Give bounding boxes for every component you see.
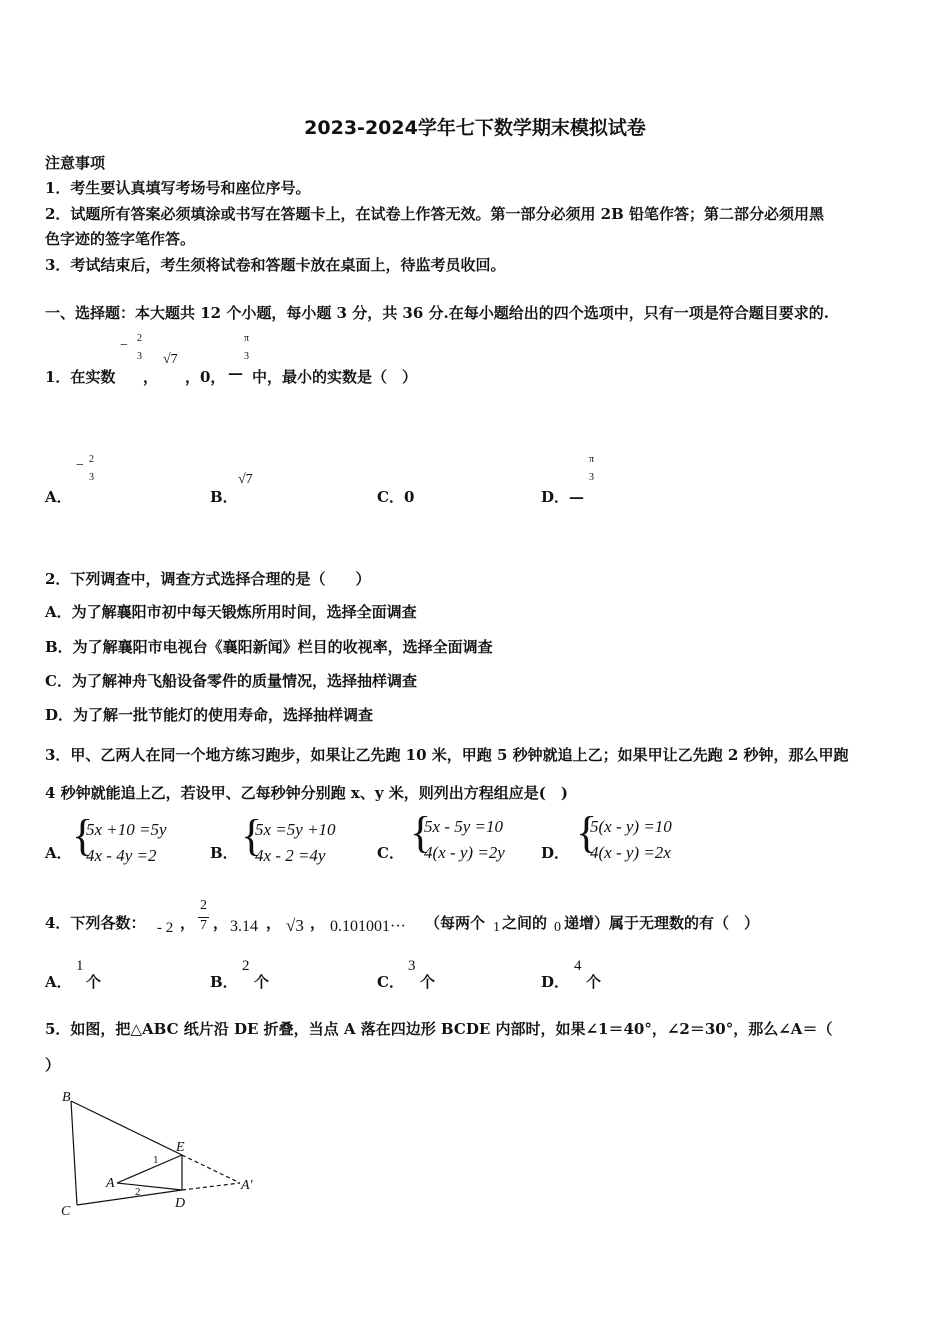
option-d: D．为了解一批节能灯的使用寿命，选择抽样调查 [45, 706, 374, 724]
number: 0.101001··· [330, 918, 406, 935]
minus-sign: − [76, 458, 84, 473]
option-c: C． [377, 844, 404, 862]
fraction-numerator: 2 [200, 898, 207, 913]
number: 3.14 [230, 918, 258, 935]
pi-denominator: 3 [244, 351, 249, 362]
option-value: 4 [574, 958, 582, 974]
q5-stem: 5．如图，把△ABC 纸片沿 DE 折叠，当点 A 落在四边形 BCDE 内部时，如果∠1＝40°，∠2＝30°，那么∠A＝（ [45, 1020, 833, 1038]
brace: { [410, 808, 432, 857]
brace: { [576, 808, 598, 857]
equation: 5x =5y +10 [255, 820, 336, 839]
fraction-denominator: 3 [137, 351, 142, 362]
dashed-da [182, 1183, 240, 1190]
equation-system-c [410, 808, 505, 863]
brace: { [241, 811, 263, 860]
option-c: C． [377, 973, 404, 991]
label-b: B [62, 1090, 71, 1105]
dashed-ea [182, 1155, 240, 1183]
option-a: A． [45, 844, 72, 862]
option-value: 2 [242, 958, 250, 974]
unit: 个 [254, 973, 270, 991]
q5-stem: ） [45, 1056, 61, 1074]
fraction-denominator: 3 [89, 472, 94, 483]
notice-item: 色字迹的签字笔作答。 [45, 230, 196, 248]
q4-stem: 之间的 [502, 914, 548, 932]
sqrt-3: √3 [286, 916, 304, 935]
q4-stem: 4．下列各数： [45, 914, 146, 932]
q1-stem-end: 中，最小的实数是（ ） [252, 368, 418, 386]
angle-1-label: 1 [153, 1154, 159, 1166]
brace: { [72, 811, 94, 860]
q3-stem: 3．甲、乙两人在同一个地方练习跑步，如果让乙先跑 10 米，甲跑 5 秒钟就追上乙；如果甲让乙先跑 2 秒钟，那么甲跑 [45, 746, 849, 764]
equation-system-d [576, 808, 672, 863]
option-value: 3 [408, 958, 416, 974]
option-b: B． [210, 973, 238, 991]
pi-numerator: π [244, 333, 250, 344]
fraction-numerator: 2 [89, 454, 94, 465]
q1-stem-mid: ，0， [185, 368, 226, 386]
pi-denominator: 3 [589, 472, 594, 483]
notice-item: 2．试题所有答案必须填涂或书写在答题卡上，在试卷上作答无效。第一部分必须用 2B 铅笔作答；第二部分必须用黑 [45, 205, 825, 223]
option-c: C．0 [377, 488, 415, 506]
q4-stem: （每两个 [425, 914, 486, 932]
triangle-fold-figure [55, 1085, 275, 1225]
equation: 4x - 4y =2 [86, 846, 157, 865]
edge-ad [117, 1183, 182, 1190]
fraction-denominator: 7 [200, 918, 207, 933]
comma: ， [266, 914, 282, 932]
q1-stem: 1．在实数 [45, 368, 116, 386]
angle-2-label: 2 [135, 1186, 141, 1198]
option-a: A． [45, 488, 72, 506]
number: - 2 [157, 920, 174, 936]
unit: 个 [86, 973, 102, 991]
equation-system-b [241, 811, 336, 866]
option-b: B．为了解襄阳市电视台《襄阳新闻》栏目的收视率，选择全面调查 [45, 638, 493, 656]
digit-zero: 0 [554, 920, 561, 935]
option-d: D． [541, 973, 570, 991]
digit-one: 1 [493, 920, 500, 935]
sqrt-7: √7 [163, 352, 178, 367]
equation: 4(x - y) =2y [424, 843, 505, 862]
comma: ， [180, 914, 196, 932]
option-d: D．— [541, 488, 585, 506]
option-a: A． [45, 973, 72, 991]
section-heading: 一、选择题：本大题共 12 个小题，每小题 3 分，共 36 分.在每小题给出的四个选项中，只有一项是符合题目要求的. [45, 304, 829, 322]
unit: 个 [586, 973, 602, 991]
option-a: A．为了解襄阳市初中每天锻炼所用时间，选择全面调查 [45, 603, 417, 621]
q2-stem: 2．下列调查中，调查方式选择合理的是（ ） [45, 570, 371, 588]
q4-stem: 递增）属于无理数的有（ ） [564, 914, 760, 932]
option-b: B． [210, 844, 238, 862]
q3-stem: 4 秒钟就能追上乙，若设甲、乙每秒钟分别跑 x、y 米，则列出方程组应是( ) [45, 784, 568, 802]
notice-heading: 注意事项 [45, 154, 106, 172]
option-c: C．为了解神舟飞船设备零件的质量情况，选择抽样调查 [45, 672, 417, 690]
notice-item: 1．考生要认真填写考场号和座位序号。 [45, 179, 311, 197]
fraction-numerator: 2 [137, 333, 142, 344]
sqrt-7: √7 [238, 472, 253, 487]
comma: ， [213, 914, 229, 932]
unit: 个 [420, 973, 436, 991]
equation: 5(x - y) =10 [590, 817, 672, 836]
equation: 5x +10 =5y [86, 820, 167, 839]
comma: ， [143, 368, 159, 386]
option-b: B． [210, 488, 238, 506]
equation-system-a [72, 811, 167, 866]
edge-cd [77, 1190, 182, 1205]
label-d: D [175, 1196, 186, 1211]
equation: 4x - 2 =4y [255, 846, 326, 865]
option-d: D． [541, 844, 570, 862]
edge-ae [117, 1155, 182, 1183]
notice-item: 3．考试结束后，考生须将试卷和答题卡放在桌面上，待监考员收回。 [45, 256, 506, 274]
label-a-prime: A′ [241, 1178, 253, 1193]
label-c: C [61, 1204, 71, 1219]
minus-sign: − [120, 338, 128, 353]
pi-numerator: π [589, 454, 595, 465]
edge-bc [71, 1101, 77, 1205]
equation: 5x - 5y =10 [424, 817, 503, 836]
page-title: 2023-2024学年七下数学期末模拟试卷 [304, 117, 646, 139]
edge-be [71, 1101, 182, 1155]
dash: — [228, 364, 243, 382]
option-value: 1 [76, 958, 84, 974]
label-a: A [106, 1176, 115, 1191]
comma: ， [310, 914, 326, 932]
label-e: E [176, 1140, 185, 1155]
equation: 4(x - y) =2x [590, 843, 671, 862]
